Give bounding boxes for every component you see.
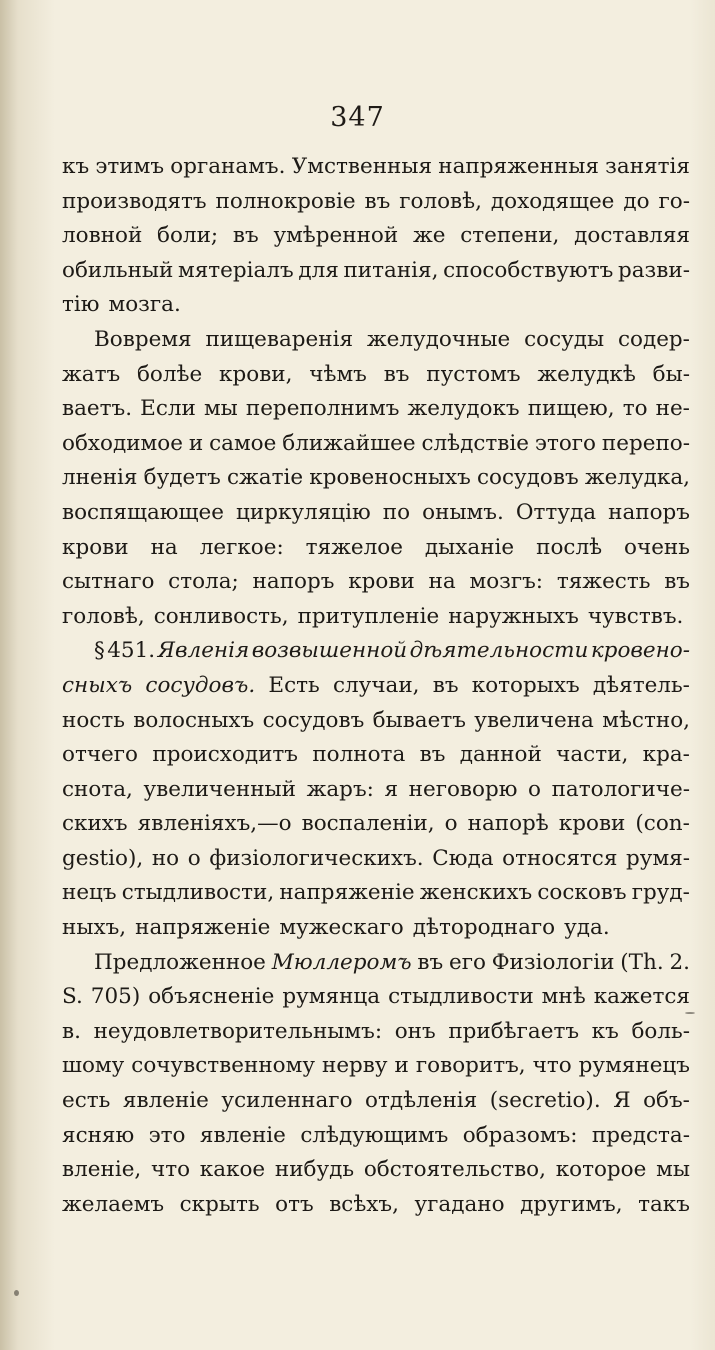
word: чѣмъ (309, 361, 367, 387)
word: онымъ. (422, 499, 504, 525)
word: и (394, 1053, 409, 1079)
word: gestio), (62, 845, 144, 871)
word: мужескаго (279, 915, 404, 941)
word: образомъ: (462, 1122, 578, 1148)
word: умѣренной (273, 223, 399, 249)
text-line (62, 980, 690, 1015)
word: неудовлетворительнымъ: (93, 1018, 383, 1044)
word: данной (459, 742, 542, 768)
word: напряженіе (279, 880, 415, 906)
text-line (62, 392, 690, 427)
word: содер- (617, 326, 690, 352)
word: угадано (414, 1191, 505, 1217)
word: слѣдующимъ (300, 1122, 449, 1148)
word: воспаленіи, (301, 811, 435, 837)
word: неговорю (408, 776, 518, 802)
word: мозгъ: (469, 569, 544, 595)
word: это (148, 1122, 186, 1148)
word: слѣдствіе (421, 430, 529, 456)
word: бываетъ (372, 707, 466, 733)
word: болѣе (136, 361, 203, 387)
word: кажется (593, 984, 690, 1010)
word: напряженіе (135, 915, 271, 941)
word: физіологическихъ. (209, 845, 424, 871)
text-line (62, 946, 690, 981)
word: Мюллеромъ (271, 949, 412, 975)
word: въ (232, 223, 259, 249)
word: органамъ. (170, 154, 286, 179)
word: этимъ (95, 154, 165, 179)
word: что (150, 1157, 191, 1183)
word: Предложенное (94, 949, 266, 975)
word: желудокъ (407, 396, 520, 422)
word: стола; (168, 569, 239, 595)
text-line (62, 1015, 690, 1050)
word: желаемъ (62, 1191, 165, 1217)
word: происходитъ (152, 742, 298, 768)
word: 705) (90, 984, 141, 1010)
word: нибудь (274, 1157, 355, 1183)
word: доходящее (490, 188, 615, 214)
word: его (448, 949, 486, 975)
word: что (532, 1053, 572, 1079)
word: снота, (62, 776, 133, 802)
text-line (62, 496, 690, 531)
word: боли; (157, 223, 219, 249)
word: воспящающее (62, 499, 224, 525)
word: чувствъ. (587, 603, 684, 629)
word: боль- (631, 1018, 690, 1044)
word: доставляя (574, 223, 690, 249)
word: жаръ: (306, 776, 374, 802)
word: части, (556, 742, 629, 768)
word: румянецъ (578, 1053, 690, 1079)
word: которыхъ (471, 672, 580, 698)
word: онъ (394, 1018, 436, 1044)
word: ловной (62, 223, 143, 249)
text-line (62, 254, 690, 289)
word: румянца (282, 984, 381, 1010)
word: дѣтороднаго (412, 915, 556, 941)
word: о (528, 776, 541, 802)
word: крови (62, 534, 129, 560)
text-line (62, 807, 690, 842)
word: 2. (669, 949, 690, 975)
word: въ (419, 742, 446, 768)
word: сосковъ (537, 880, 627, 906)
word: разви- (617, 257, 690, 283)
text-line (62, 219, 690, 254)
word: головѣ, (62, 603, 145, 629)
word: отдѣленія (365, 1088, 478, 1114)
text-line (62, 531, 690, 566)
text-line (62, 1049, 690, 1084)
word: бы- (652, 361, 690, 387)
word: возвышенной (251, 638, 408, 664)
word: тяжелое (305, 534, 403, 560)
word: всѣхъ, (329, 1191, 399, 1217)
word: на (150, 534, 178, 560)
word: напоръ (608, 499, 690, 525)
word: ближайшее (282, 430, 416, 456)
word: желудкѣ (537, 361, 636, 387)
word: ясняю (62, 1122, 135, 1148)
word: переполнимъ (245, 396, 400, 422)
word: S. (62, 984, 83, 1010)
word: напорѣ (467, 811, 549, 837)
word: крови, (219, 361, 293, 387)
word: крови (348, 569, 415, 595)
word: 451. (107, 638, 156, 664)
word: перепо- (601, 430, 690, 456)
word: скрыть (179, 1191, 260, 1217)
word: сосудовъ (262, 707, 365, 733)
word: Сюда (432, 845, 494, 871)
word: ныхъ, (62, 915, 127, 941)
word: дѣятель- (592, 672, 690, 698)
text-line (62, 461, 690, 496)
word: же (412, 223, 446, 249)
word: головѣ, (399, 188, 482, 214)
word: о (444, 811, 458, 837)
text-line (62, 669, 690, 704)
text-line (62, 1153, 690, 1188)
text-line (62, 600, 690, 635)
word: увеличенный (143, 776, 296, 802)
word: я (384, 776, 399, 802)
word: тію (62, 292, 100, 318)
word: напряженныя (438, 154, 599, 179)
word: шому (62, 1053, 125, 1079)
word: сосудовъ (477, 465, 579, 491)
word: тяжесть (556, 569, 651, 595)
word: волосныхъ (133, 707, 255, 733)
word: желудка, (584, 465, 690, 491)
word: послѣ (536, 534, 603, 560)
word: стыдливости, (121, 880, 275, 906)
word: жатъ (62, 361, 121, 387)
text-line (62, 876, 690, 911)
word: очень (624, 534, 690, 560)
word: обстоятельство, (363, 1157, 546, 1183)
word: такъ (638, 1191, 690, 1217)
word: степени, (460, 223, 560, 249)
word: Физіологіи (491, 949, 615, 975)
word: крови (558, 811, 626, 837)
word: скихъ (62, 811, 128, 837)
word: (con- (635, 811, 690, 837)
word: полнокровіе (215, 188, 356, 214)
body-text (62, 150, 690, 1222)
word: говоритъ, (415, 1053, 526, 1079)
word: притупленіе (297, 603, 440, 629)
word: Вовремя (94, 326, 192, 352)
word: случаи, (332, 672, 420, 698)
word: вленіе, (62, 1157, 142, 1183)
text-line (62, 738, 690, 773)
word: лненія (62, 465, 138, 491)
word: и (188, 430, 204, 456)
word: этого (534, 430, 596, 456)
word: въ (432, 672, 459, 698)
word: пустомъ (426, 361, 521, 387)
word: по (382, 499, 411, 525)
word: отчего (62, 742, 138, 768)
word: (Th. (620, 949, 664, 975)
word: сосуды (524, 326, 605, 352)
ink-mark (685, 1012, 695, 1014)
text-line (62, 323, 690, 358)
word: мнѣ (541, 984, 586, 1010)
word: отъ (275, 1191, 314, 1217)
page-number: 347 (330, 102, 385, 133)
word: занятія (605, 154, 690, 179)
word: производятъ (62, 188, 207, 214)
word: сжатіе (226, 465, 304, 491)
word: въ (364, 188, 391, 214)
word: другимъ, (520, 1191, 623, 1217)
word: то (622, 396, 648, 422)
word: пищеваренія (205, 326, 354, 352)
word: румя- (626, 845, 690, 871)
word: питанія, (343, 257, 439, 283)
word: (secretio). (489, 1088, 601, 1114)
text-line (62, 185, 690, 220)
word: о (187, 845, 201, 871)
word: груд- (631, 880, 690, 906)
text-line (62, 358, 690, 393)
word: кровено- (590, 638, 690, 664)
word: сочувственному (131, 1053, 315, 1079)
word: Есть (268, 672, 320, 698)
word: къ (62, 154, 90, 179)
word: способствуютъ (443, 257, 614, 283)
text-line (62, 773, 690, 808)
word: мятеріалъ (178, 257, 294, 283)
word: сытнаго (62, 569, 155, 595)
text-line (62, 1119, 690, 1154)
word: желудочные (366, 326, 511, 352)
word: обильный (62, 257, 174, 283)
text-line (62, 842, 690, 877)
word: сонливость, (153, 603, 289, 629)
word: усиленнаго (221, 1088, 353, 1114)
word: объясненіе (148, 984, 275, 1010)
word: стыдливости (388, 984, 534, 1010)
word: въ (664, 569, 690, 595)
word: не- (655, 396, 690, 422)
word: дыханіе (424, 534, 515, 560)
word: уда. (564, 915, 610, 941)
word: мы (203, 396, 238, 422)
word: явленіе (199, 1122, 286, 1148)
word: патологиче- (551, 776, 690, 802)
word: есть (62, 1088, 111, 1114)
word: сныхъ (62, 672, 133, 698)
text-line (62, 427, 690, 462)
word: явленіе (122, 1088, 209, 1114)
text-line (62, 704, 690, 739)
word: прибѣгаетъ (448, 1018, 580, 1044)
word: § (94, 638, 105, 664)
word: полнота (312, 742, 406, 768)
text-line (62, 911, 690, 946)
word: для (298, 257, 339, 283)
text-line (62, 150, 690, 185)
word: Явленія (157, 638, 250, 664)
word: обходимое (62, 430, 183, 456)
word: кровеносныхъ (309, 465, 471, 491)
word: женскихъ (419, 880, 533, 906)
word: нецъ (62, 880, 117, 906)
word: го- (658, 188, 690, 214)
text-line (62, 1188, 690, 1223)
word: самое (209, 430, 277, 456)
word: легкое: (199, 534, 284, 560)
word: в. (62, 1018, 81, 1044)
word: мѣстно, (602, 707, 690, 733)
ink-speck (14, 1290, 19, 1296)
word: ность (62, 707, 125, 733)
word: но (151, 845, 180, 871)
word: наружныхъ (448, 603, 579, 629)
word: сосудовъ. (145, 672, 256, 698)
word: объ- (643, 1088, 690, 1114)
word: Оттуда (515, 499, 597, 525)
word: Если (140, 396, 196, 422)
word: увеличена (474, 707, 594, 733)
word: относятся (502, 845, 618, 871)
text-line (62, 1084, 690, 1119)
word: на (428, 569, 456, 595)
word: къ (591, 1018, 619, 1044)
word: пищею, (527, 396, 615, 422)
word: какое (199, 1157, 266, 1183)
word: въ (383, 361, 410, 387)
word: дѣятельности (409, 638, 589, 664)
word: циркуляцію (236, 499, 371, 525)
text-line (62, 288, 690, 323)
word: напоръ (252, 569, 335, 595)
word: явленіяхъ,—о (137, 811, 292, 837)
word: до (623, 188, 650, 214)
word: ваетъ. (62, 396, 133, 422)
word: которое (555, 1157, 647, 1183)
word: кра- (642, 742, 690, 768)
word: Я (613, 1088, 631, 1114)
word: предста- (591, 1122, 690, 1148)
word: мозга. (108, 292, 181, 318)
word: нерву (321, 1053, 388, 1079)
word: мы (656, 1157, 690, 1183)
text-line (62, 565, 690, 600)
word: будетъ (143, 465, 221, 491)
word: Умственныя (291, 154, 433, 179)
word: въ (417, 949, 444, 975)
text-line (62, 634, 690, 669)
